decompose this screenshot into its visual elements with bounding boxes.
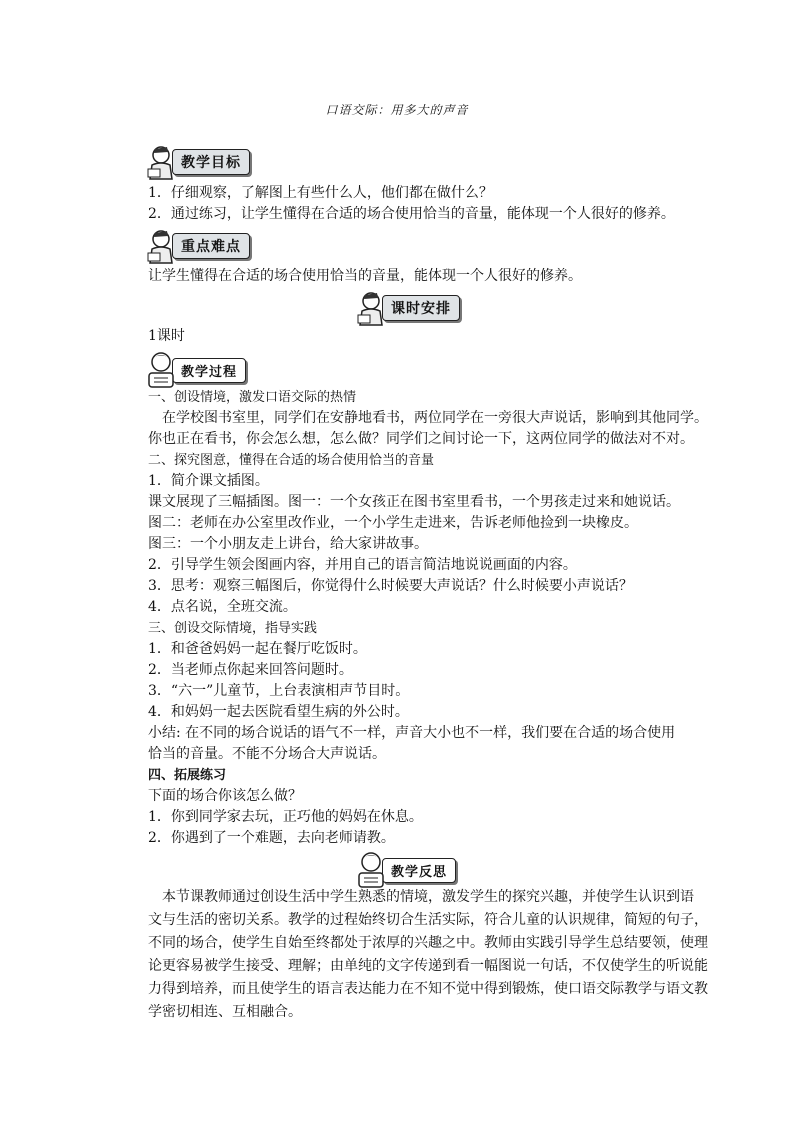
boy-icon xyxy=(146,351,176,389)
process-s2-l5: 2．引导学生领会图画内容，并用自己的语言简洁地说说画面的内容。 xyxy=(148,557,577,573)
process-s2-title: 二、探究图意，懂得在合适的场合使用恰当的音量 xyxy=(148,453,435,468)
process-s2-l6: 3．思考：观察三幅图后，你觉得什么时候要大声说话？什么时候要小声说话？ xyxy=(148,578,633,594)
process-s2-l2: 课文展现了三幅插图。图一：一个女孩正在图书室里看书，一个男孩走过来和她说话。 xyxy=(148,494,680,510)
section-badge-process xyxy=(146,350,246,390)
process-s4-l3: 2．你遇到了一个难题，去向老师请教。 xyxy=(148,830,395,846)
section-badge-goals xyxy=(146,142,250,182)
reflection-line-5: 力得到培养，而且使学生的语言表达能力在不知不觉中得到锻炼，使口语交际教学与语文教 xyxy=(148,981,708,997)
process-s3-l3: 3．“六一”儿童节，上台表演相声节目时。 xyxy=(148,683,410,699)
process-s2-l7: 4．点名说，全班交流。 xyxy=(148,599,297,615)
process-s3-l2: 2．当老师点你起来回答问题时。 xyxy=(148,662,353,678)
process-s2-l1: 1．简介课文插图。 xyxy=(148,473,269,489)
section-badge-schedule xyxy=(356,288,460,328)
process-s4-l2: 1．你到同学家去玩，正巧他的妈妈在休息。 xyxy=(148,809,423,825)
mascot-icon xyxy=(146,143,176,181)
badge-label: 教学反思 xyxy=(382,858,456,883)
key-text: 让学生懂得在合适的场合使用恰当的音量，能体现一个人很好的修养。 xyxy=(148,268,582,284)
boy-icon xyxy=(356,851,386,889)
process-s1-title: 一、创设情境，激发口语交际的热情 xyxy=(148,390,357,405)
badge-label: 重点难点 xyxy=(172,233,250,259)
badge-label: 课时安排 xyxy=(382,295,460,321)
page-title: 口语交际：用多大的声音 xyxy=(325,103,469,117)
process-s3-l4: 4．和妈妈一起去医院看望生病的外公时。 xyxy=(148,704,409,720)
goal-item-1: 1．仔细观察，了解图上有些什么人，他们都在做什么？ xyxy=(148,185,493,201)
badge-label: 教学目标 xyxy=(172,149,250,175)
process-s3-l1: 1．和爸爸妈妈一起在餐厅吃饭时。 xyxy=(148,641,367,657)
process-s2-l3: 图二：老师在办公室里改作业，一个小学生走进来，告诉老师他捡到一块橡皮。 xyxy=(148,515,638,531)
reflection-line-1: 本节课教师通过创设生活中学生熟悉的情境，激发学生的探究兴趣，并使学生认识到语 xyxy=(162,889,694,905)
process-s4-title: 四、拓展练习 xyxy=(148,768,227,783)
reflection-line-3: 不同的场合，使学生自始至终都处于浓厚的兴趣之中。教师由实践引导学生总结要领，使理 xyxy=(148,935,708,951)
badge-label: 教学过程 xyxy=(172,358,246,383)
process-s3-title: 三、创设交际情境，指导实践 xyxy=(148,621,318,636)
reflection-line-4: 论更容易被学生接受、理解；由单纯的文字传递到看一幅图说一句话，不仅使学生的听说能 xyxy=(148,958,708,974)
process-s3-summary-2: 恰当的音量。不能不分场合大声说话。 xyxy=(148,746,386,762)
goal-item-2: 2．通过练习，让学生懂得在合适的场合使用恰当的音量，能体现一个人很好的修养。 xyxy=(148,206,675,222)
process-s4-l1: 下面的场合你该怎么做？ xyxy=(148,788,302,804)
process-s1-p2: 你也正在看书，你会怎么想，怎么做？同学们之间讨论一下，这两位同学的做法对不对。 xyxy=(148,431,694,447)
process-s1-p1: 在学校图书室里，同学们在安静地看书，两位同学在一旁很大声说话，影响到其他同学。 xyxy=(162,410,708,426)
mascot-icon xyxy=(356,289,386,327)
section-badge-key xyxy=(146,226,250,266)
process-s3-summary-1: 小结: 在不同的场合说话的语气不一样，声音大小也不一样，我们要在合适的场合使用 xyxy=(148,725,676,741)
mascot-icon xyxy=(146,227,176,265)
process-s2-l4: 图三：一个小朋友走上讲台，给大家讲故事。 xyxy=(148,536,428,552)
reflection-line-2: 文与生活的密切关系。教学的过程始终切合生活实际，符合儿童的认识规律，简短的句子， xyxy=(148,912,708,928)
reflection-line-6: 学密切相连、互相融合。 xyxy=(148,1004,302,1020)
schedule-text: 1课时 xyxy=(148,328,185,344)
section-badge-reflection xyxy=(356,850,456,890)
